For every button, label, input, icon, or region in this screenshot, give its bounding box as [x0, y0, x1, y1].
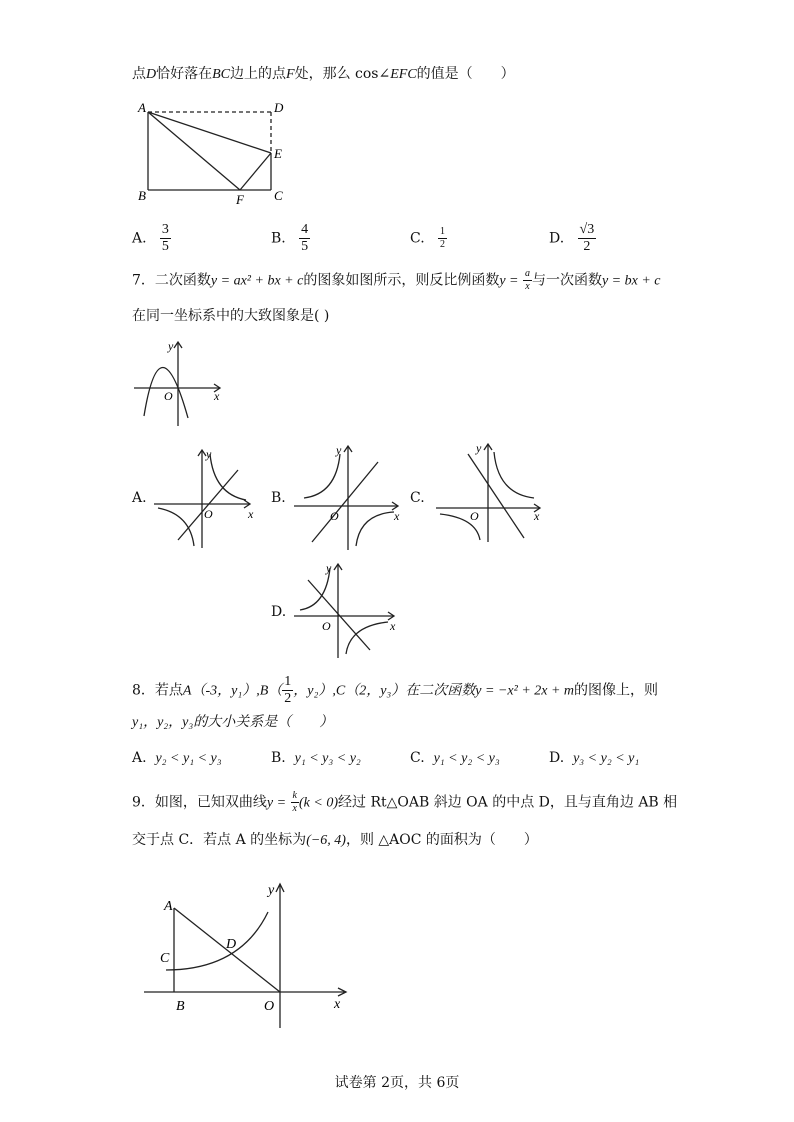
q9-hyperbola-curve	[166, 912, 268, 970]
svg-text:y: y	[326, 561, 332, 575]
svg-text:x: x	[534, 509, 540, 523]
q7-axis-x-label: x	[214, 389, 220, 403]
q8-option-d[interactable]: D. y₃ < y₂ < y₁	[549, 750, 640, 766]
q8-option-a[interactable]: A. y₂ < y₁ < y₃	[132, 750, 222, 766]
q7-origin-label: O	[164, 389, 173, 403]
q9-label-c: C	[160, 951, 170, 966]
q6-stem: 点D恰好落在BC边上的点F处，那么 cos∠EFC的值是（ ）	[132, 66, 515, 82]
q6-line-fe	[240, 153, 271, 190]
q9-stem-line1: 9．如图，已知双曲线y = $\frac{k}{x}$ (k < 0)经过 Rt△OAB 斜边 OA 的中点 D，且与直角边 AB 相	[132, 790, 678, 814]
q9-axis-y-label: y	[268, 883, 275, 898]
q7-option-b-label[interactable]: B.	[271, 490, 286, 506]
svg-text:y: y	[336, 443, 342, 457]
svg-text:O: O	[330, 509, 339, 523]
q8-option-c[interactable]: C. y₁ < y₂ < y₃	[410, 750, 500, 766]
q9-stem-line2: 交于点 C．若点 A 的坐标为(−6, 4)，则 △AOC 的面积为（ ）	[132, 832, 538, 848]
q6-label-a: A	[138, 100, 146, 115]
q9-label-b: B	[176, 999, 185, 1014]
q6-option-c[interactable]: C. $\frac{1}{2}$	[410, 226, 446, 250]
q6-option-b[interactable]: B. $\frac{4}{5}$	[271, 222, 309, 254]
q6-label-c: C	[274, 188, 283, 203]
q7-option-d-graph[interactable]	[290, 560, 402, 660]
svg-text:x: x	[394, 509, 400, 523]
q7-parabola-graph	[130, 338, 230, 430]
q6-fold-ae	[148, 112, 271, 153]
q6-label-d: D	[274, 100, 284, 115]
q6-label-f: F	[236, 192, 244, 207]
q9-label-d: D	[226, 937, 237, 952]
svg-text:y: y	[476, 441, 482, 455]
q9-label-a: A	[164, 899, 173, 914]
q6-label-e: E	[274, 146, 282, 161]
q7-option-a-graph[interactable]	[150, 446, 260, 550]
q8-stem-line2: y₁，y₂，y₃的大小关系是（ ）	[132, 715, 334, 730]
q9-axis-x-label: x	[334, 997, 341, 1012]
q8-option-b[interactable]: B. y₁ < y₃ < y₂	[271, 750, 361, 766]
q6-option-a[interactable]: A. $\frac{3}{5}$	[132, 222, 169, 254]
q7-stem-line2: 在同一坐标系中的大致图象是( )	[132, 308, 330, 324]
q7-option-c-label[interactable]: C.	[410, 490, 425, 506]
svg-text:O: O	[470, 509, 479, 523]
q9-label-o: O	[264, 999, 275, 1014]
q7-option-b-graph[interactable]	[290, 442, 406, 552]
q7-stem-line1: 7．二次函数y = ax² + bx + c的图象如图所示，则反比例函数y = $\frac{a}{x}$ 与一次函数y = bx + c	[132, 268, 661, 292]
q6-label-b: B	[138, 188, 146, 203]
page-footer: 试卷第 2页，共 6页	[334, 1075, 460, 1091]
q8-stem-line1: 8．若点A（-3，y₁）,B（ $\frac{1}{2}$ ，y₂）,C（2，y₃）在二次函数y = −x² + 2x + m的图像上，则	[132, 674, 659, 706]
svg-text:y: y	[206, 447, 212, 461]
q6-option-d[interactable]: D. $\frac{√3}{2}$	[549, 222, 595, 254]
svg-text:O: O	[322, 619, 331, 633]
svg-text:x: x	[390, 619, 396, 633]
q9-hyperbola-figure	[140, 880, 360, 1032]
svg-text:O: O	[204, 507, 213, 521]
q7-option-d-label[interactable]: D.	[271, 604, 287, 620]
svg-text:x: x	[248, 507, 254, 521]
q7-option-a-label[interactable]: A.	[132, 490, 147, 506]
q7-option-c-graph[interactable]	[432, 440, 548, 546]
q7-axis-y-label: y	[168, 339, 174, 353]
q6-line-af	[148, 112, 240, 190]
q6-rectangle-figure	[130, 96, 300, 208]
